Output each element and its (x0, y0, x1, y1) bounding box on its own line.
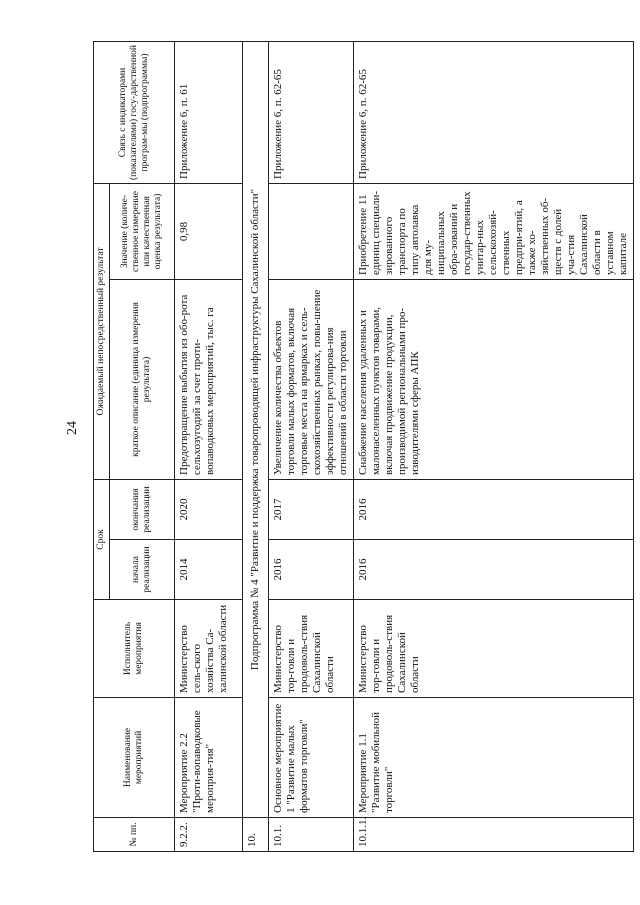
row-link: Приложение 6, п. 61 (175, 41, 243, 183)
row-desc: Увеличение количества объектов торговли малых форматов, включая торговые места на ярмарках и сель-скохозяйственных рынках, повы-шение эффективности регулирова-ния отношений в области торговли (269, 279, 354, 479)
page-number: 24 (65, 421, 80, 435)
measures-table (93, 41, 634, 852)
table-row (269, 41, 354, 851)
header-row-1 (94, 41, 110, 851)
subprogram-row (243, 41, 269, 851)
header-result: Ожидаемый непосредственный результат (94, 183, 110, 479)
row-value: 0,98 (175, 183, 243, 279)
subprogram-title: Подпрограмма № 4 "Развитие и поддержка товаропроводящей инфраструктуры Сахалинской области" (243, 41, 269, 817)
header-term-end: окончания реализации (110, 479, 175, 539)
row-executor: Министерство тор-говли и продоволь-ствия Сахалинской области (269, 600, 354, 698)
row-name: Мероприятие 2.2 "Проти-вопаводковые мероприя-тия" (175, 698, 243, 818)
header-term: Срок (94, 479, 110, 599)
row-name: Мероприятие 1.1 "Развитие мобильной торговли" (354, 698, 634, 818)
row-end: 2017 (269, 479, 354, 539)
row-executor: Министерство сель-ского хозяйства Са-халинской области (175, 600, 243, 698)
row-link: Приложение 6, п. 62-65 (354, 41, 634, 183)
row-link: Приложение 6, п. 62-65 (269, 41, 354, 183)
header-term-start: начала реализации (110, 540, 175, 600)
row-num: 10.1. (269, 818, 354, 852)
row-executor: Министерство тор-говли и продоволь-ствия Сахалинской области (354, 600, 634, 698)
row-end: 2016 (354, 479, 634, 539)
row-end: 2020 (175, 479, 243, 539)
header-name: Наименование мероприятий (94, 698, 175, 818)
row-name: Основное мероприятие 1 "Развитие малых форматов торговли" (269, 698, 354, 818)
row-value (269, 183, 354, 279)
row-start: 2014 (175, 540, 243, 600)
rotated-table-sheet (93, 42, 629, 852)
header-num: № пп. (94, 818, 175, 852)
table-row (354, 41, 634, 851)
table-row (175, 41, 243, 851)
header-result-value: Значение (количе-ственное измерение или качественная оценка результата) (110, 183, 175, 279)
row-start: 2016 (354, 540, 634, 600)
row-start: 2016 (269, 540, 354, 600)
row-num: 10.1.1. (354, 818, 634, 852)
header-executor: Исполнитель мероприятия (94, 600, 175, 698)
row-desc: Снабжение населения удаленных и малонаселенных пунктов товарами, включая продвижение продукции, производимой региональными про-изводителями сферы АПК (354, 279, 634, 479)
header-link: Связь с индикаторами (показателями) госу-дарственной програм-мы (подпрограммы) (94, 41, 175, 183)
row-num: 9.2.2. (175, 818, 243, 852)
row-num: 10. (243, 818, 269, 852)
row-value: Приобретение 11 единиц специали-зированного транспорта по типу автолавка для му-ниципальных обра-зований и государ-ственных унитар-ных сельскохозяй-ственных предпри-ятий, а также хо-зяйственных об-ществ с долей уча-стия Сахалинской области в уставном капитале (354, 183, 634, 279)
header-result-desc: краткое описание (единица измерения результата) (110, 279, 175, 479)
row-desc: Предотвращение выбытия из обо-рота сельхозугодий за счет проти-вопаводковых мероприятий, тыс. га (175, 279, 243, 479)
